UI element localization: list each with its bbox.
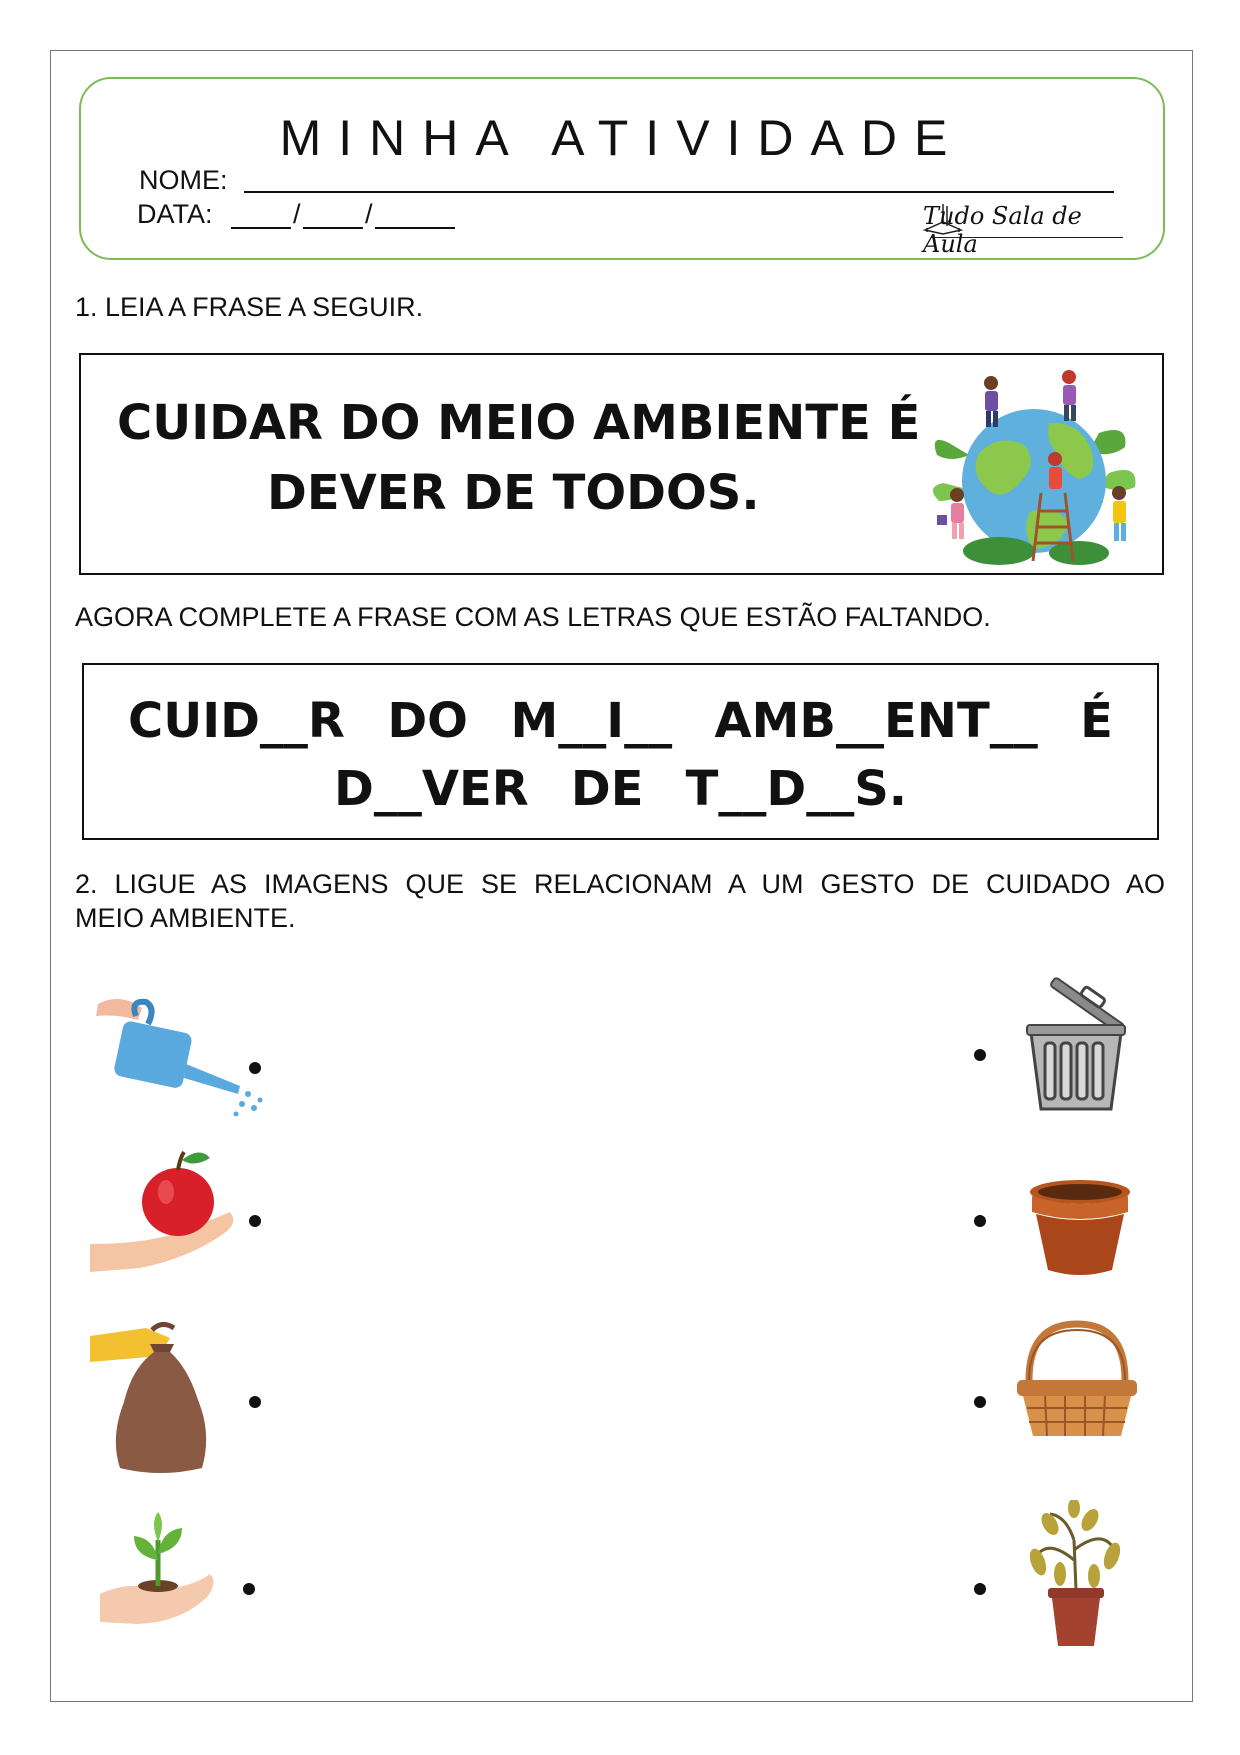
date-separator: / (365, 199, 373, 229)
logo-text: Tudo Sala de Aula (923, 202, 1082, 258)
fill-in-line-2 (334, 761, 907, 817)
date-day-line[interactable] (231, 227, 291, 229)
question-1-instruction: 1. LEIA A FRASE A SEGUIR. (75, 292, 424, 322)
fill-in-word: É (1080, 693, 1113, 749)
apple-in-hand-icon[interactable] (90, 1148, 240, 1278)
question-2-instruction-line-1: 2. LIGUE AS IMAGENS QUE SE RELACIONAM A UM GESTO DE CUIDADO AO (75, 869, 1165, 899)
wilted-plant-icon[interactable] (1020, 1500, 1130, 1650)
sentence-line-1: CUIDAR DO MEIO AMBIENTE É (117, 395, 921, 451)
connect-dot-left-1[interactable] (249, 1062, 261, 1074)
logo (923, 200, 1123, 258)
question-1b-instruction: AGORA COMPLETE A FRASE COM AS LETRAS QUE ESTÃO FALTANDO. (75, 602, 991, 632)
date-field (137, 199, 213, 230)
fill-in-word: DE (570, 761, 644, 817)
name-field (139, 165, 228, 196)
fill-in-word[interactable]: CUID__R (128, 693, 345, 749)
fill-in-line-1 (128, 693, 1113, 749)
date-month-line[interactable] (303, 227, 363, 229)
trash-bag-icon[interactable] (90, 1318, 220, 1478)
connect-dot-right-1[interactable] (974, 1049, 986, 1061)
name-label: NOME: (139, 165, 228, 195)
fill-in-word[interactable]: M__I__ (510, 693, 673, 749)
connect-dot-right-3[interactable] (974, 1396, 986, 1408)
sentence-line-2: DEVER DE TODOS. (267, 465, 760, 521)
connect-dot-left-2[interactable] (249, 1215, 261, 1227)
connect-dot-right-2[interactable] (974, 1215, 986, 1227)
name-line[interactable] (244, 191, 1114, 193)
question-2-instruction-line-2: MEIO AMBIENTE. (75, 903, 296, 933)
worksheet-title: MINHA ATIVIDADE (279, 110, 965, 166)
flower-pot-icon[interactable] (1028, 1178, 1132, 1278)
fill-in-word[interactable]: AMB__ENT__ (714, 693, 1038, 749)
date-separator: / (293, 199, 301, 229)
seedling-in-hand-icon[interactable] (98, 1510, 218, 1630)
date-label: DATA: (137, 199, 213, 229)
wicker-basket-icon[interactable] (1015, 1318, 1139, 1442)
header-box (79, 77, 1165, 260)
fill-in-word[interactable]: D__VER (334, 761, 529, 817)
sentence-box (79, 353, 1164, 575)
fill-in-box (82, 663, 1159, 840)
fill-in-word[interactable]: T__D__S. (685, 761, 907, 817)
trash-can-icon[interactable] (1025, 975, 1135, 1115)
earth-kids-icon (929, 363, 1149, 567)
connect-dot-left-3[interactable] (249, 1396, 261, 1408)
watering-can-icon[interactable] (90, 990, 270, 1120)
connect-dot-right-4[interactable] (974, 1583, 986, 1595)
fill-in-word: DO (387, 693, 468, 749)
date-year-line[interactable] (375, 227, 455, 229)
connect-dot-left-4[interactable] (243, 1583, 255, 1595)
